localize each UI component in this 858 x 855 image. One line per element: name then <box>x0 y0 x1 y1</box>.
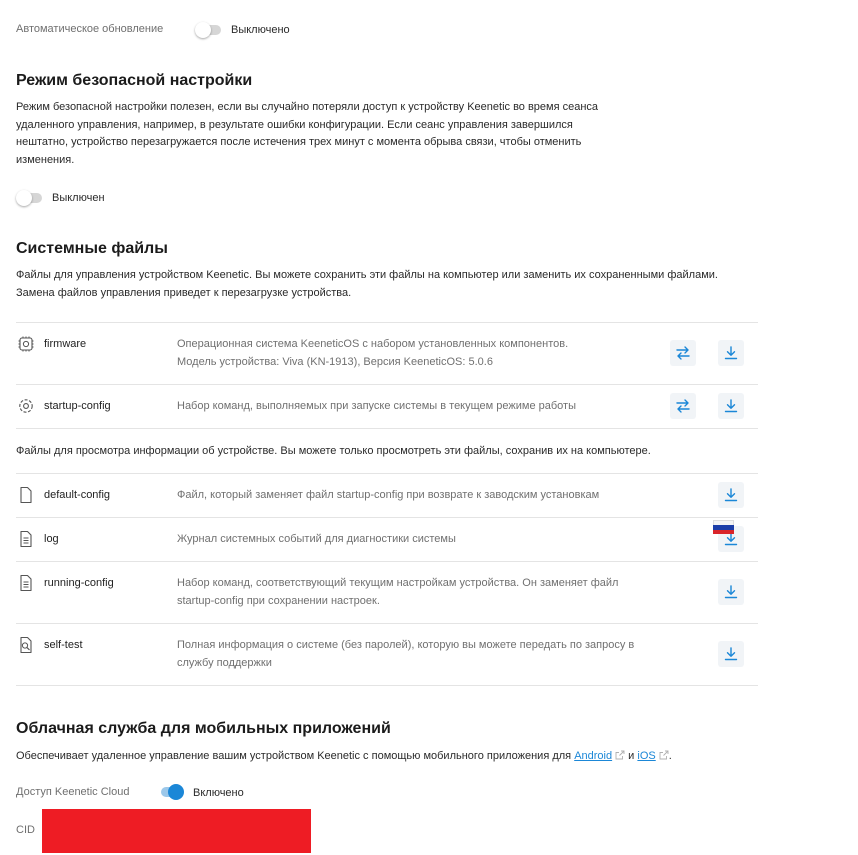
text-file-icon <box>17 574 35 592</box>
safe-mode-description: Режим безопасной настройки полезен, если вы случайно потеряли доступ к устройству Keenetic во время сеанса удаленного управления, например, в результате ошибки конфигурации. Если сеанс управления завершился нештатно, устройство перезагружается после истечения трех минут с момента обрыва связи, чтобы отменить изменения. <box>16 101 599 166</box>
file-description: Полная информация о системе (без паролей), которую вы можете передать по запросу в службу поддержки <box>177 639 635 669</box>
text-file-icon <box>17 530 35 548</box>
divider <box>16 685 758 686</box>
file-name: log <box>44 533 59 545</box>
download-icon <box>723 584 739 600</box>
cid-redaction <box>42 809 311 853</box>
divider <box>16 473 758 474</box>
russia-flag-icon <box>713 520 734 534</box>
file-name: self-test <box>44 639 83 651</box>
file-name: startup-config <box>44 400 111 412</box>
cloud-title: Облачная служба для мобильных приложений <box>16 720 391 737</box>
system-files-description: Файлы для управления устройством Keenetic. Вы можете сохранить эти файлы на компьютер или заменить их сохраненными файлами. Замена файлов управления приведет к перезагрузке устройства. <box>16 269 718 299</box>
swap-arrows-icon <box>675 398 691 414</box>
safe-mode-state: Выключен <box>52 192 105 204</box>
file-description: Файл, который заменяет файл startup-config при возврате к заводским установкам <box>177 489 600 501</box>
auto-update-label: Автоматическое обновление <box>16 23 164 35</box>
download-button[interactable] <box>718 579 744 605</box>
download-button[interactable] <box>718 482 744 508</box>
divider <box>16 428 758 429</box>
cloud-access-toggle[interactable] <box>157 783 183 801</box>
divider <box>16 322 758 323</box>
auto-update-state: Выключено <box>231 24 290 36</box>
file-name: running-config <box>44 577 114 589</box>
view-files-description: Файлы для просмотра информации об устройстве. Вы можете только просмотреть эти файлы, сохранив их на компьютере. <box>16 445 651 457</box>
file-description: Операционная система KeeneticOS с набором установленных компонентов. Модель устройства: Viva (KN-1913), Версия KeeneticOS: 5.0.6 <box>177 338 569 368</box>
download-icon <box>723 345 739 361</box>
file-description: Журнал системных событий для диагностики системы <box>177 533 456 545</box>
file-name: firmware <box>44 338 87 350</box>
download-button[interactable] <box>718 393 744 419</box>
safe-mode-toggle[interactable] <box>16 189 42 207</box>
cloud-access-label: Доступ Keenetic Cloud <box>16 786 130 798</box>
cloud-access-state: Включено <box>193 787 244 799</box>
search-file-icon <box>17 636 35 654</box>
cloud-description: Обеспечивает удаленное управление вашим устройством Keenetic с помощью мобильного приложения для Android и iOS . <box>16 750 672 762</box>
replace-file-button[interactable] <box>670 340 696 366</box>
android-link[interactable]: Android <box>574 750 613 762</box>
divider <box>16 561 758 562</box>
cid-label: CID <box>16 824 35 836</box>
settings-gear-icon <box>17 397 35 415</box>
firmware-chip-icon <box>17 335 35 353</box>
file-name: default-config <box>44 489 111 501</box>
download-icon <box>723 487 739 503</box>
ios-link[interactable]: iOS <box>637 750 656 762</box>
system-files-title: Системные файлы <box>16 240 168 257</box>
blank-file-icon <box>17 486 35 504</box>
divider <box>16 517 758 518</box>
file-description: Набор команд, соответствующий текущим настройкам устройства. Он заменяет файл startup-config при сохранении настроек. <box>177 577 619 607</box>
divider <box>16 623 758 624</box>
auto-update-toggle[interactable] <box>195 21 221 39</box>
download-button[interactable] <box>718 340 744 366</box>
safe-mode-title: Режим безопасной настройки <box>16 72 253 89</box>
external-link-icon <box>659 750 669 760</box>
external-link-icon <box>615 750 625 760</box>
download-icon <box>723 398 739 414</box>
divider <box>16 384 758 385</box>
swap-arrows-icon <box>675 345 691 361</box>
replace-file-button[interactable] <box>670 393 696 419</box>
file-description: Набор команд, выполняемых при запуске системы в текущем режиме работы <box>177 400 576 412</box>
download-icon <box>723 646 739 662</box>
download-button[interactable] <box>718 641 744 667</box>
